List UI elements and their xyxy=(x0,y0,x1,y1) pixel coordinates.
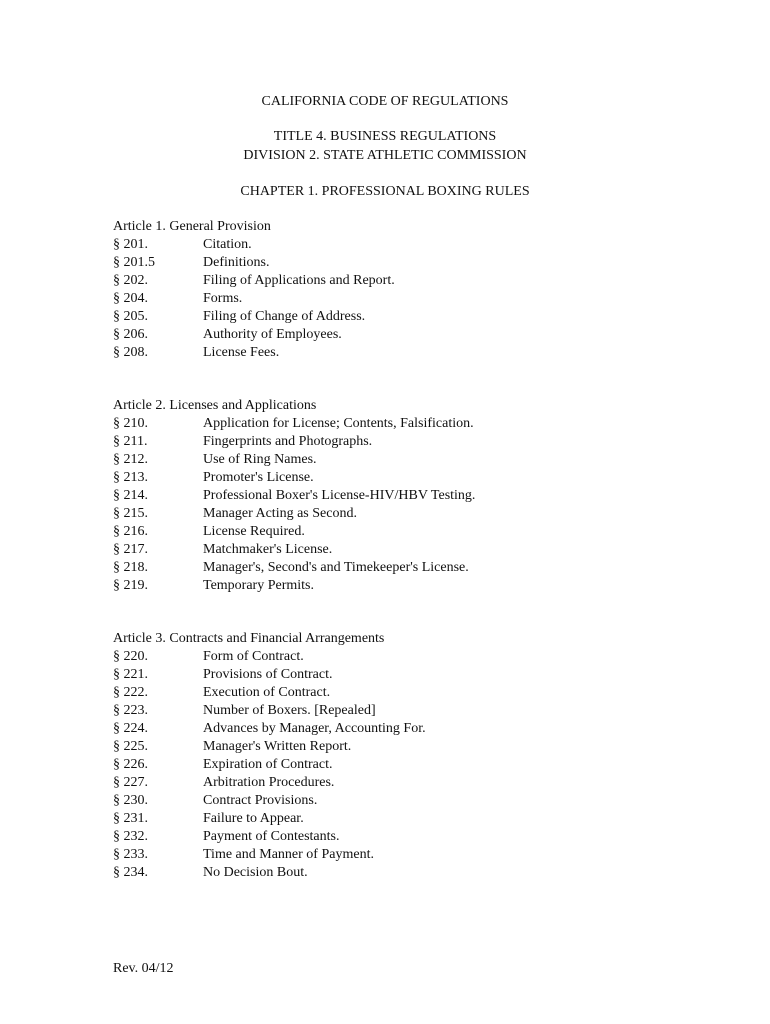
article-block xyxy=(113,218,713,362)
section-row xyxy=(113,810,713,828)
section-row xyxy=(113,792,713,810)
section-number: § 204. xyxy=(113,291,148,306)
section-row xyxy=(113,756,713,774)
section-title: Arbitration Procedures. xyxy=(203,775,335,790)
section-number: § 225. xyxy=(113,739,148,754)
section-number: § 220. xyxy=(113,649,148,664)
section-title: Contract Provisions. xyxy=(203,793,318,808)
section-title: License Fees. xyxy=(203,345,280,360)
section-row xyxy=(113,433,713,451)
section-row xyxy=(113,541,713,559)
article-block xyxy=(113,397,713,595)
division-line: DIVISION 2. STATE ATHLETIC COMMISSION xyxy=(243,148,527,163)
article-heading: Article 1. General Provision xyxy=(113,219,271,234)
section-number: § 221. xyxy=(113,667,148,682)
section-number: § 201.5 xyxy=(113,255,155,270)
section-row xyxy=(113,415,713,433)
section-number: § 227. xyxy=(113,775,148,790)
article-block xyxy=(113,630,713,882)
section-number: § 222. xyxy=(113,685,148,700)
section-number: § 210. xyxy=(113,416,148,431)
section-row xyxy=(113,487,713,505)
section-title: Citation. xyxy=(203,237,252,252)
section-number: § 205. xyxy=(113,309,148,324)
section-number: § 215. xyxy=(113,506,148,521)
title-line: TITLE 4. BUSINESS REGULATIONS xyxy=(273,129,497,144)
section-title: Execution of Contract. xyxy=(203,685,331,700)
section-title: Forms. xyxy=(203,291,243,306)
section-title: Fingerprints and Photographs. xyxy=(203,434,373,449)
section-number: § 230. xyxy=(113,793,148,808)
section-number: § 226. xyxy=(113,757,148,772)
section-title: Definitions. xyxy=(203,255,270,270)
section-number: § 216. xyxy=(113,524,148,539)
section-row xyxy=(113,236,713,254)
section-row xyxy=(113,666,713,684)
section-row xyxy=(113,290,713,308)
section-row xyxy=(113,523,713,541)
articles-list xyxy=(113,218,713,917)
section-number: § 223. xyxy=(113,703,148,718)
section-row xyxy=(113,846,713,864)
section-number: § 211. xyxy=(113,434,148,449)
section-number: § 234. xyxy=(113,865,148,880)
article-heading: Article 3. Contracts and Financial Arrangements xyxy=(113,631,385,646)
section-row xyxy=(113,577,713,595)
section-title: Form of Contract. xyxy=(203,649,304,664)
section-title: License Required. xyxy=(203,524,305,539)
section-row xyxy=(113,774,713,792)
section-row xyxy=(113,469,713,487)
section-title: Authority of Employees. xyxy=(203,327,342,342)
section-title: Expiration of Contract. xyxy=(203,757,333,772)
section-row xyxy=(113,505,713,523)
section-number: § 231. xyxy=(113,811,148,826)
section-title: Manager's Written Report. xyxy=(203,739,352,754)
document-title: CALIFORNIA CODE OF REGULATIONS xyxy=(261,94,509,109)
section-row xyxy=(113,308,713,326)
section-title: Filing of Applications and Report. xyxy=(203,273,395,288)
section-number: § 212. xyxy=(113,452,148,467)
section-row xyxy=(113,864,713,882)
section-title: Use of Ring Names. xyxy=(203,452,317,467)
section-number: § 214. xyxy=(113,488,148,503)
section-row xyxy=(113,559,713,577)
section-number: § 233. xyxy=(113,847,148,862)
section-number: § 201. xyxy=(113,237,148,252)
section-title: Provisions of Contract. xyxy=(203,667,333,682)
chapter-line: CHAPTER 1. PROFESSIONAL BOXING RULES xyxy=(240,184,530,199)
section-title: Number of Boxers. [Repealed] xyxy=(203,703,376,718)
section-row xyxy=(113,738,713,756)
section-title: Temporary Permits. xyxy=(203,578,314,593)
section-title: Professional Boxer's License-HIV/HBV Testing. xyxy=(203,488,476,503)
section-row xyxy=(113,684,713,702)
section-number: § 208. xyxy=(113,345,148,360)
section-title: Failure to Appear. xyxy=(203,811,304,826)
revision-footer: Rev. 04/12 xyxy=(113,961,174,976)
section-number: § 232. xyxy=(113,829,148,844)
section-number: § 219. xyxy=(113,578,148,593)
section-row xyxy=(113,326,713,344)
section-title: Manager Acting as Second. xyxy=(203,506,357,521)
section-row xyxy=(113,720,713,738)
section-title: Manager's, Second's and Timekeeper's License. xyxy=(203,560,469,575)
section-title: Promoter's License. xyxy=(203,470,314,485)
section-number: § 224. xyxy=(113,721,148,736)
section-title: Application for License; Contents, Falsification. xyxy=(203,416,474,431)
section-title: No Decision Bout. xyxy=(203,865,308,880)
section-row xyxy=(113,451,713,469)
section-number: § 217. xyxy=(113,542,148,557)
article-heading: Article 2. Licenses and Applications xyxy=(113,398,317,413)
section-number: § 202. xyxy=(113,273,148,288)
section-row xyxy=(113,344,713,362)
section-number: § 206. xyxy=(113,327,148,342)
section-row xyxy=(113,254,713,272)
section-row xyxy=(113,702,713,720)
section-title: Payment of Contestants. xyxy=(203,829,340,844)
section-title: Matchmaker's License. xyxy=(203,542,333,557)
section-number: § 218. xyxy=(113,560,148,575)
section-title: Filing of Change of Address. xyxy=(203,309,366,324)
section-title: Time and Manner of Payment. xyxy=(203,847,374,862)
section-row xyxy=(113,272,713,290)
section-row xyxy=(113,828,713,846)
section-title: Advances by Manager, Accounting For. xyxy=(203,721,426,736)
section-number: § 213. xyxy=(113,470,148,485)
section-row xyxy=(113,648,713,666)
